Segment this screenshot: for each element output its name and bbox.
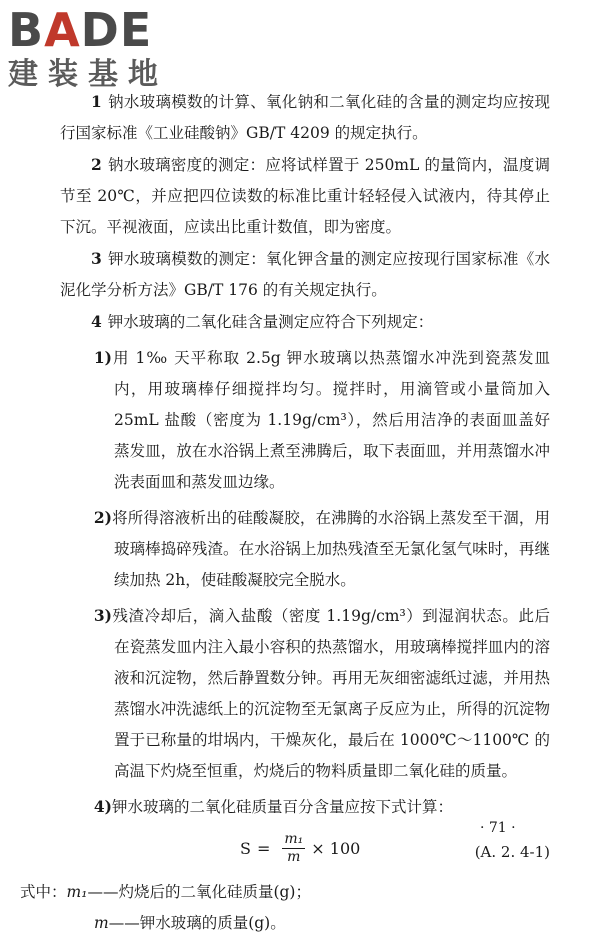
equation-number: (A. 2. 4-1) [474, 843, 550, 861]
bade-logo [8, 4, 168, 92]
formula-fraction: $\frac{\text{m₁}}{m}$ [284, 831, 304, 865]
step-4: 4)钾水玻璃的二氧化硅质量百分含量应按下式计算： [93, 797, 453, 816]
document-body [20, 86, 550, 939]
logo-wordmark: BADE [8, 3, 153, 57]
where-line-2: m——钾水玻璃的质量(g)。 [94, 914, 286, 932]
clause-4: 4 钾水玻璃的二氧化硅含量测定应符合下列规定： [91, 312, 434, 331]
logo-subtitle: 建装基地 [8, 57, 168, 92]
step-3: 3)残渣冷却后，滴入盐酸（密度 1.19g/cm³）到湿润状态。此后在瓷蒸发皿内注入最小容积的热蒸馏水，用玻璃棒搅拌皿内的溶液和沉淀物，然后静置数分钟。再用无灰细密滤纸过滤，并用热蒸馏水冲洗滤纸上的沉淀物至无氯离子反应为止，所得的沉淀物置于已称量的坩埚内，干燥灰化，最后在 1000℃～1100℃ 的高温下灼烧至恒重，灼烧后的物料质量即二氧化硅的质量。 [93, 606, 550, 780]
where-line-1: 式中：m₁——灼烧后的二氧化硅质量(g)； [20, 883, 311, 901]
clause-3: 3 钾水玻璃模数的测定：氧化钾含量的测定应按现行国家标准《水泥化学分析方法》GB/T 176 的有关规定执行。 [60, 249, 550, 299]
clause-1: 1 钠水玻璃模数的计算、氧化钠和二氧化硅的含量的测定均应按现行国家标准《工业硅酸钠》GB/T 4209 的规定执行。 [60, 92, 550, 142]
formula-a-2-4-1 [60, 831, 550, 871]
clause-2: 2 钠水玻璃密度的测定：应将试样置于 250mL 的量筒内，温度调节至 20℃，并应把四位读数的标准比重计轻轻侵入试液内，待其停止下沉。平视液面，应读出比重计数值，即为密度。 [60, 155, 550, 236]
page-number: · 71 · [480, 820, 516, 836]
step-1: 1)用 1‰ 天平称取 2.5g 钾水玻璃以热蒸馏水冲洗到瓷蒸发皿内，用玻璃棒仔细搅拌均匀。搅拌时，用滴管或小量筒加入 25mL 盐酸（密度为 1.19g/cm³），然后用洁净的表面皿盖好蒸发皿，放在水浴锅上煮至沸腾后，取下表面皿，并用蒸馏水冲洗表面皿和蒸发皿边缘。 [93, 348, 550, 491]
formula-expression: S = $\frac{\text{m₁}}{m}$ × 100 [240, 831, 361, 865]
step-2: 2)将所得溶液析出的硅酸凝胶，在沸腾的水浴锅上蒸发至干涸，用玻璃棒捣碎残渣。在水浴锅上加热残渣至无氯化氢气味时，再继续加热 2h，使硅酸凝胶完全脱水。 [93, 508, 550, 589]
